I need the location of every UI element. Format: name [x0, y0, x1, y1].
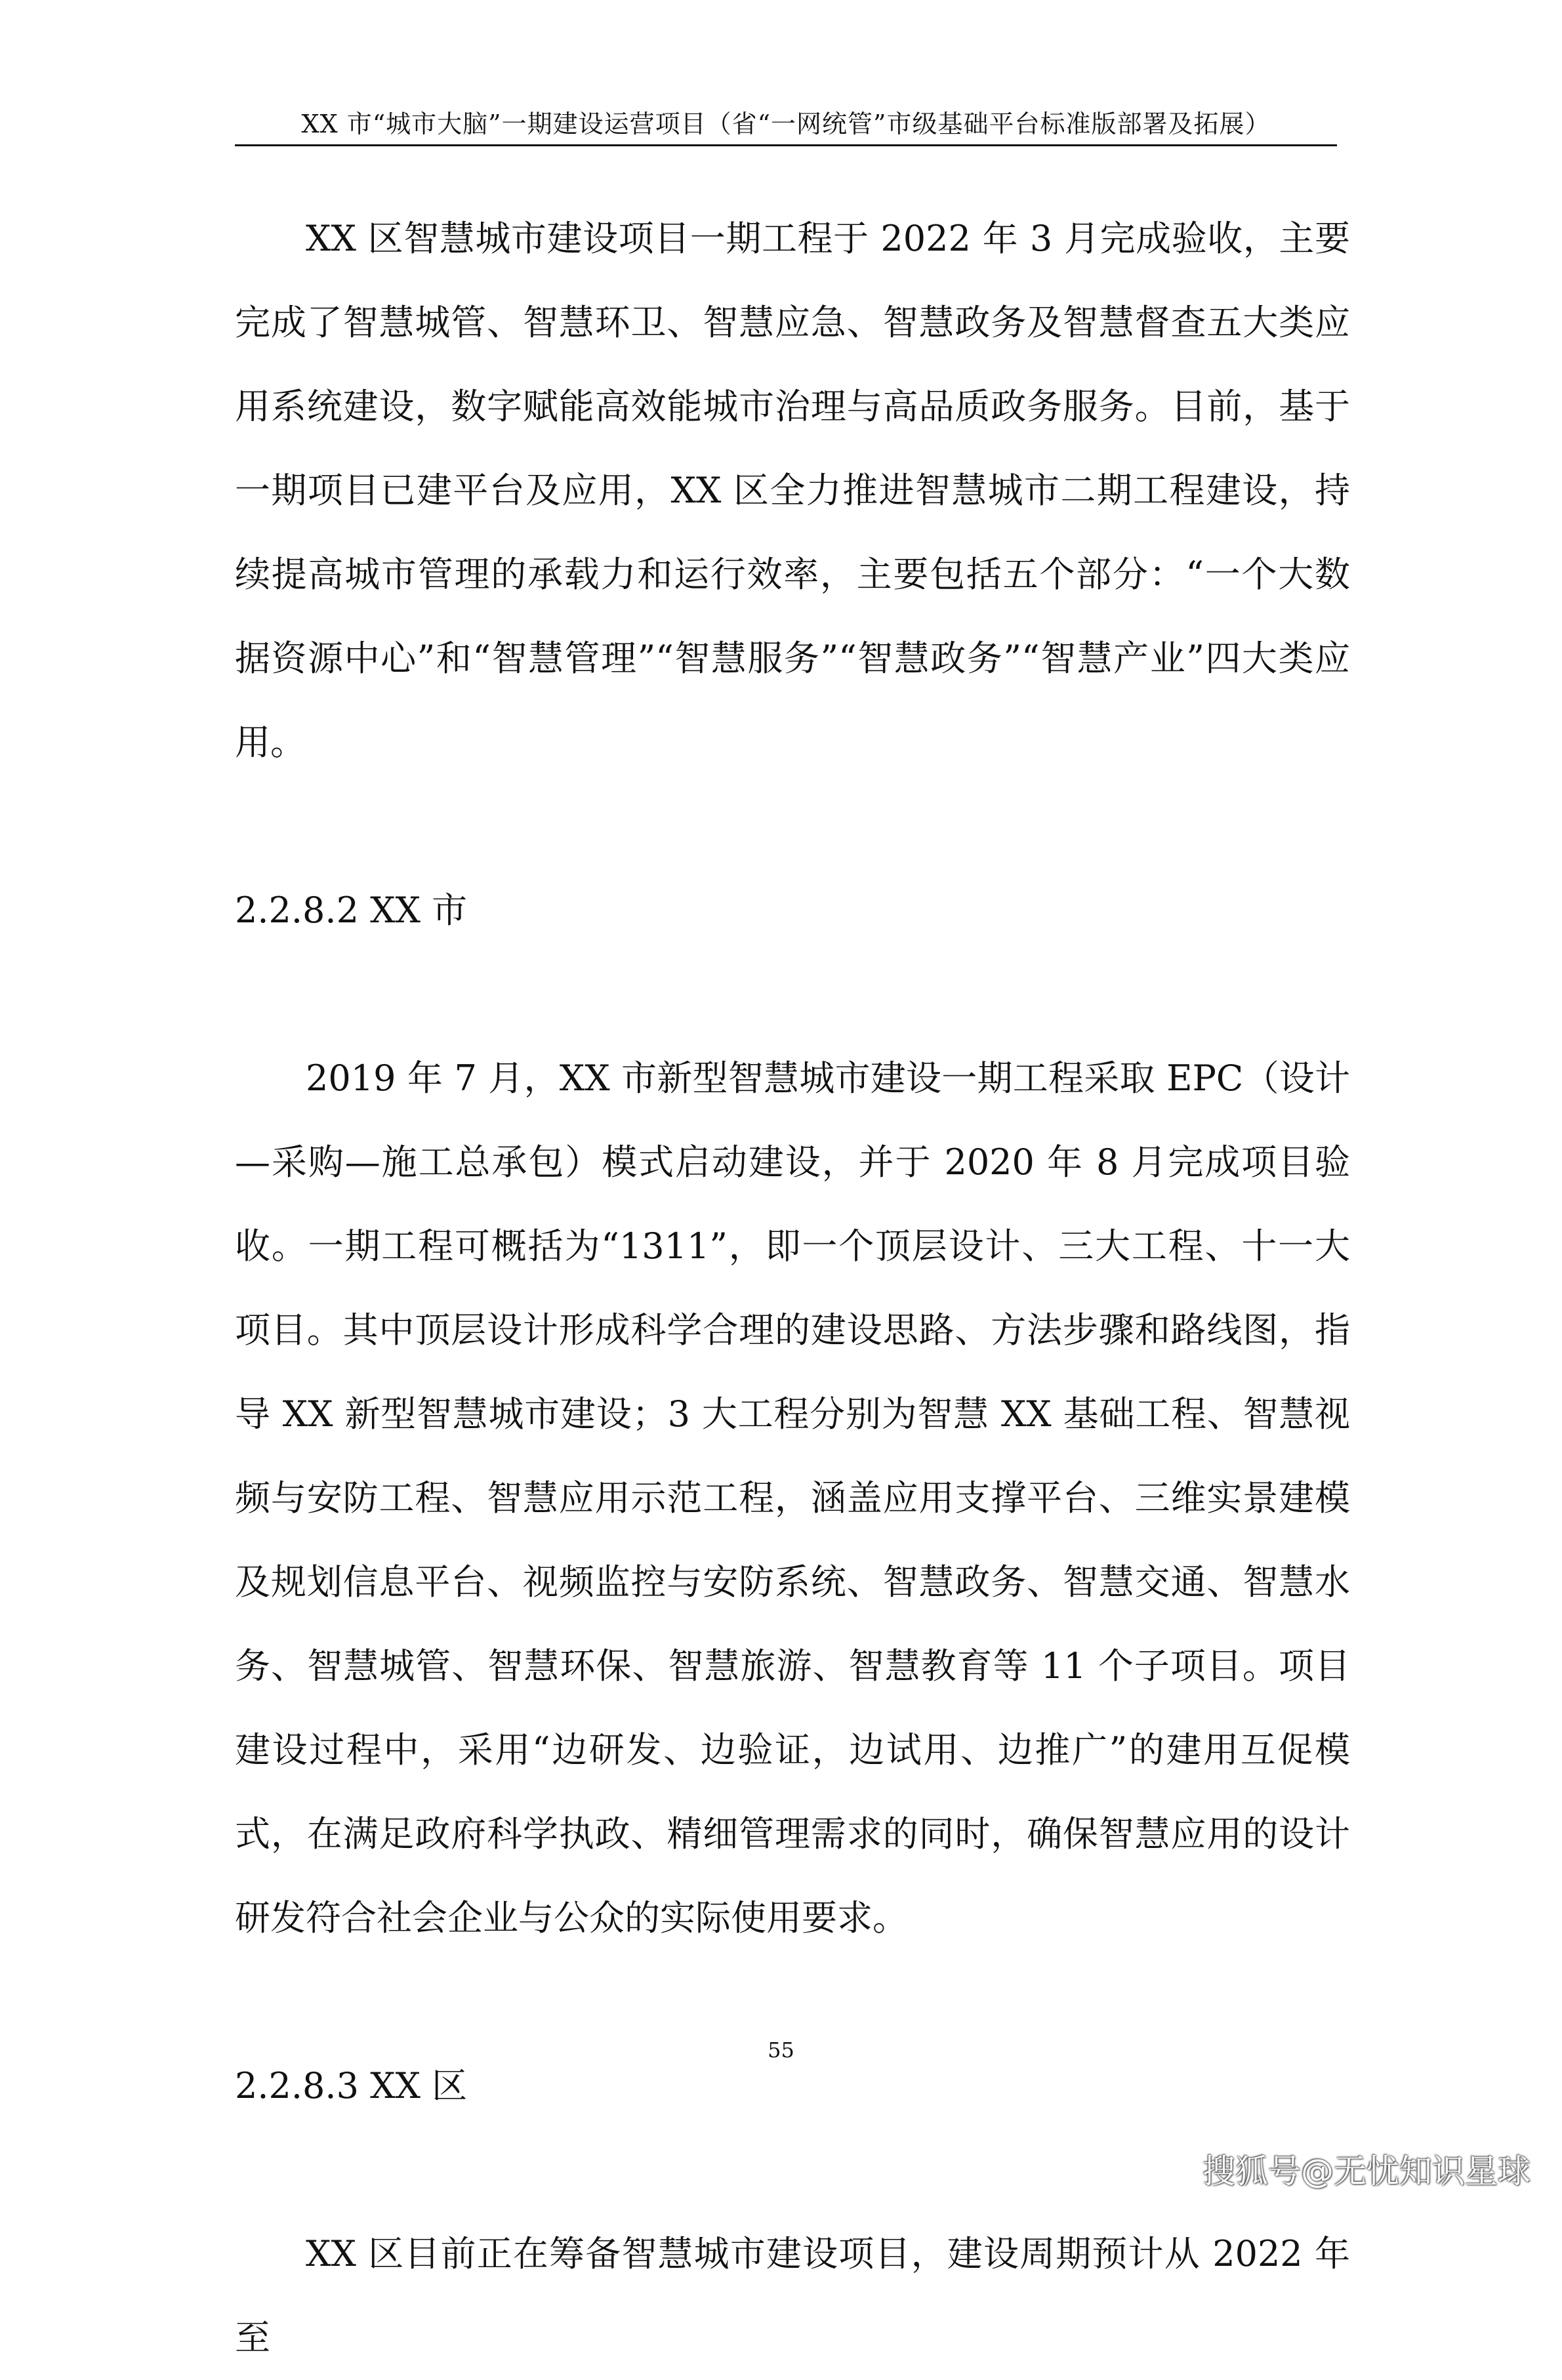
page-number: 55 — [768, 2038, 794, 2062]
header-divider — [235, 144, 1337, 146]
paragraph-section-2-2-8-2: 2019 年 7 月，XX 市新型智慧城市建设一期工程采取 EPC（设计—采购—施工总承包）模式启动建设，并于 2020 年 8 月完成项目验收。一期工程可概括为“1311”，即一个顶层设计、三大工程、十一大项目。其中顶层设计形成科学合理的建设思路、方法步骤和路线图，指导 XX 新型智慧城市建设；3 大工程分别为智慧 XX 基础工程、智慧视频与安防工程、智慧应用示范工程，涵盖应用支撑平台、三维实景建模及规划信息平台、视频监控与安防系统、智慧政务、智慧交通、智慧水务、智慧城管、智慧环保、智慧旅游、智慧教育等 11 个子项目。项目建设过程中，采用“边研发、边验证，边试用、边推广”的建用互促模式，在满足政府科学执政、精细管理需求的同时，确保智慧应用的设计研发符合社会企业与公众的实际使用要求。 — [235, 1057, 1350, 1939]
watermark: 搜狐号@无忧知识星球 — [1202, 2152, 1531, 2190]
paragraph-section-2-2-8-3: XX 区目前正在筹备智慧城市建设项目，建设周期预计从 2022 年至 — [235, 2233, 1350, 2358]
running-header: XX 市“城市大脑”一期建设运营项目（省“一网统管”市级基础平台标准版部署及拓展） — [301, 110, 1271, 138]
paragraph-intro: XX 区智慧城市建设项目一期工程于 2022 年 3 月完成验收，主要完成了智慧城管、智慧环卫、智慧应急、智慧政务及智慧督查五大类应用系统建设，数字赋能高效能城市治理与高品质政务服务。目前，基于一期项目已建平台及应用，XX 区全力推进智慧城市二期工程建设，持续提高城市管理的承载力和运行效率，主要包括五个部分：“一个大数据资源中心”和“智慧管理”“智慧服务”“智慧政务”“智慧产业”四大类应用。 — [235, 218, 1350, 763]
section-heading-2-2-8-3: 2.2.8.3 XX 区 — [235, 2065, 468, 2106]
section-heading-2-2-8-2: 2.2.8.2 XX 市 — [235, 890, 468, 931]
